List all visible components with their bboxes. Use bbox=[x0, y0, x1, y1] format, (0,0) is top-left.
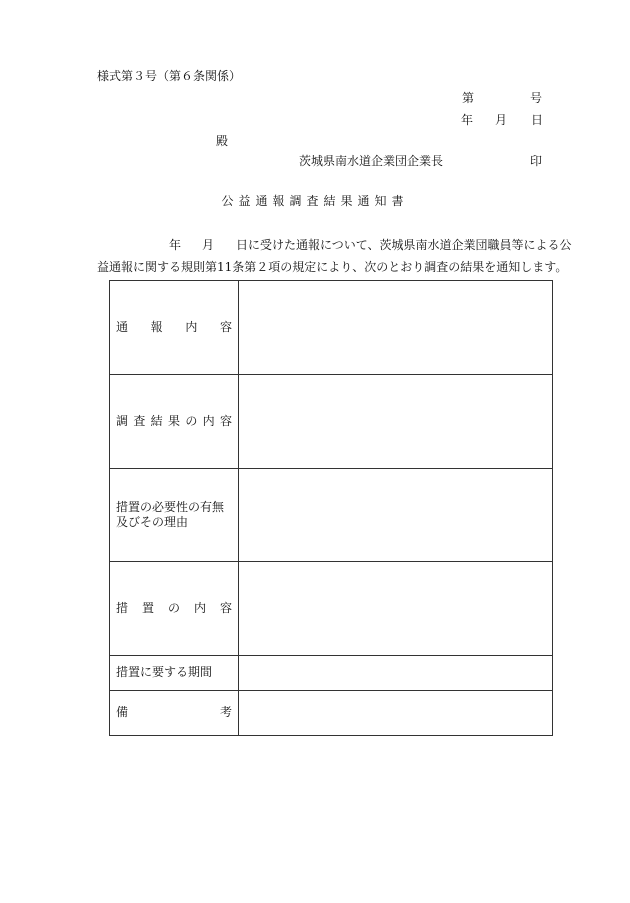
body-line-2: 益通報に関する規則第11条第２項の規定により、次のとおり調査の結果を通知します。 bbox=[97, 260, 568, 274]
date-day: 日 bbox=[530, 113, 543, 127]
date-month: 月 bbox=[495, 113, 508, 127]
number-go: 号 bbox=[529, 91, 542, 105]
label-notice-content bbox=[110, 281, 239, 375]
value-measure-content[interactable] bbox=[239, 562, 553, 656]
char: 備 bbox=[116, 705, 129, 720]
char: 容 bbox=[219, 413, 232, 428]
char: 通 bbox=[116, 319, 129, 334]
row-measure-necessity bbox=[110, 468, 553, 562]
row-remarks bbox=[110, 690, 553, 735]
value-investigation-result[interactable] bbox=[239, 374, 553, 468]
row-investigation-result bbox=[110, 374, 553, 468]
char: の bbox=[167, 601, 180, 616]
char: 内 bbox=[202, 413, 215, 428]
body-line-1-text: 日に受けた通報について、茨城県南水道企業団職員等による公 bbox=[236, 238, 572, 252]
addressee-suffix: 殿 bbox=[216, 134, 229, 148]
form-number-label: 様式第３号（第６条関係） bbox=[97, 69, 242, 83]
label-measure-period: 措置に要する期間 bbox=[110, 656, 239, 690]
number-dai: 第 bbox=[462, 91, 475, 105]
body-year: 年 bbox=[169, 238, 182, 252]
char: の bbox=[185, 413, 198, 428]
body-month: 月 bbox=[202, 238, 215, 252]
label-remarks bbox=[110, 690, 239, 735]
label-measure-content bbox=[110, 562, 239, 656]
seal-mark: 印 bbox=[530, 154, 543, 168]
value-notice-content[interactable] bbox=[239, 281, 553, 375]
char: 措 bbox=[116, 601, 129, 616]
char: 調 bbox=[116, 413, 129, 428]
result-table bbox=[109, 280, 553, 736]
document-title: 公益通報調査結果通知書 bbox=[221, 194, 409, 208]
value-remarks[interactable] bbox=[239, 690, 553, 735]
char: 結 bbox=[150, 413, 163, 428]
label-measure-necessity: 措置の必要性の有無及びその理由 bbox=[110, 468, 239, 562]
row-measure-period bbox=[110, 656, 553, 690]
char: 考 bbox=[219, 705, 232, 720]
char: 置 bbox=[141, 601, 154, 616]
sender-name: 茨城県南水道企業団企業長 bbox=[299, 154, 444, 168]
value-measure-period[interactable] bbox=[239, 656, 553, 690]
char: 内 bbox=[185, 319, 198, 334]
char: 果 bbox=[167, 413, 180, 428]
char: 報 bbox=[150, 319, 163, 334]
value-measure-necessity[interactable] bbox=[239, 468, 553, 562]
char: 容 bbox=[219, 601, 232, 616]
char: 容 bbox=[219, 319, 232, 334]
date-year: 年 bbox=[461, 113, 474, 127]
row-notice-content bbox=[110, 281, 553, 375]
label-investigation-result bbox=[110, 374, 239, 468]
char: 内 bbox=[193, 601, 206, 616]
char: 査 bbox=[133, 413, 146, 428]
row-measure-content bbox=[110, 562, 553, 656]
